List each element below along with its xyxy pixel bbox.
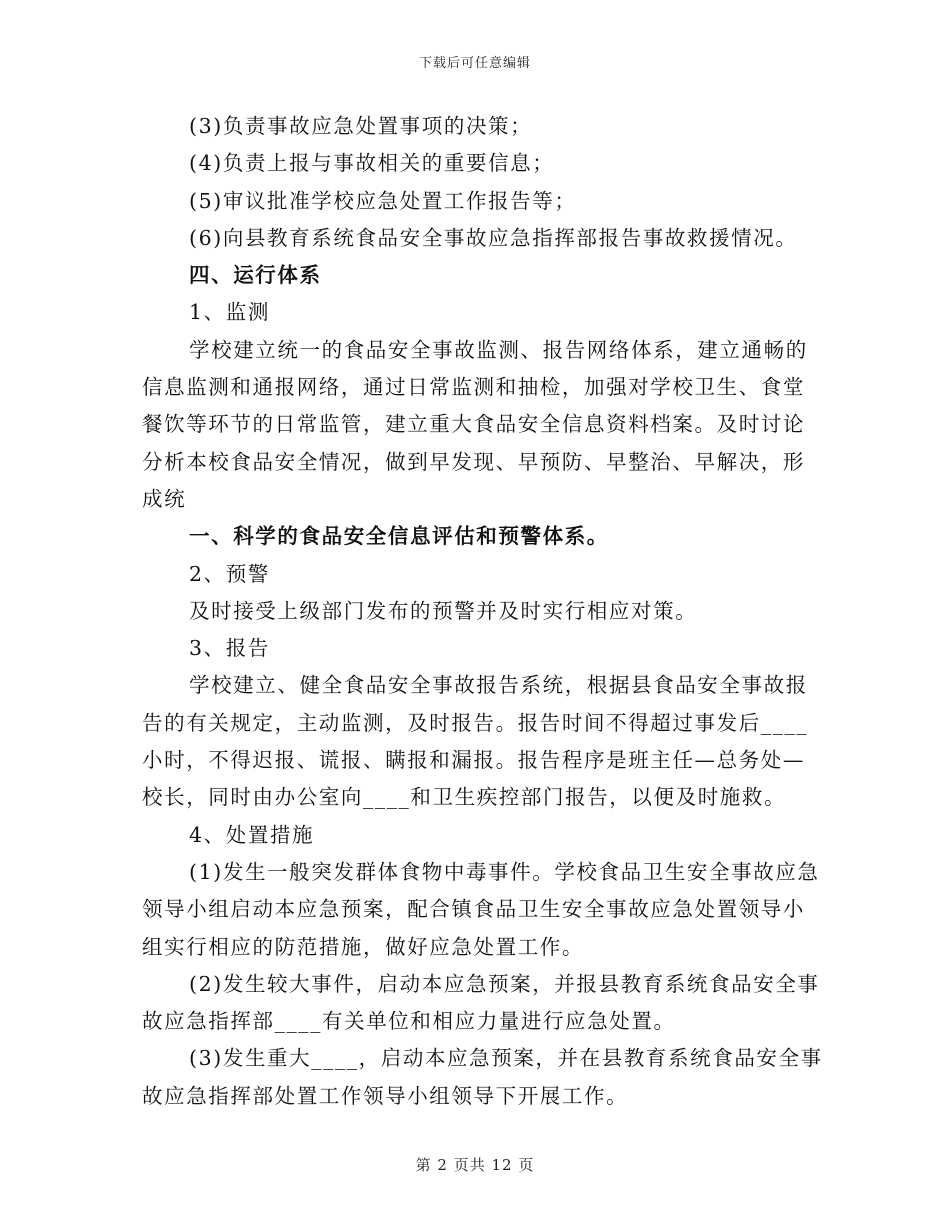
- paragraph-line: 餐饮等环节的日常监管，建立重大食品安全信息资料档案。及时讨论: [142, 412, 805, 437]
- paragraph-line: 成统: [142, 486, 187, 511]
- paragraph-line: (1)发生一般突发群体食物中毒事件。学校食品卫生安全事故应急: [189, 859, 820, 884]
- paragraph-line: 告的有关规定，主动监测，及时报告。报告时间不得超过事发后____: [142, 710, 809, 735]
- section-heading: 一、科学的食品安全信息评估和预警体系。: [189, 524, 609, 549]
- paragraph-line: (3)负责事故应急处置事项的决策；: [189, 114, 533, 138]
- paragraph-line: 故应急指挥部____有关单位和相应力量进行应急处置。: [142, 1009, 676, 1034]
- paragraph-line: 分析本校食品安全情况，做到早发现、早预防、早整治、早解决，形: [142, 449, 805, 474]
- paragraph-line: 学校建立统一的食品安全事故监测、报告网络体系，建立通畅的: [189, 337, 808, 362]
- paragraph-line: 组实行相应的防范措施，做好应急处置工作。: [142, 934, 584, 959]
- paragraph-line: (4)负责上报与事故相关的重要信息；: [189, 151, 555, 176]
- paragraph-line: (6)向县教育系统食品安全事故应急指挥部报告事故救援情况。: [189, 225, 798, 250]
- paragraph-line: 校长，同时由办公室向____和卫生疾控部门报告，以便及时施救。: [142, 785, 787, 810]
- paragraph-line: 信息监测和通报网络，通过日常监测和抽检，加强对学校卫生、食堂: [142, 375, 805, 400]
- section-heading: 四、运行体系: [189, 263, 322, 288]
- subsection-heading: 2、预警: [189, 561, 270, 586]
- page-number: 第 2 页共 12 页: [415, 1156, 535, 1174]
- paragraph-line: 故应急指挥部处置工作领导小组领导下开展工作。: [142, 1083, 629, 1108]
- subsection-heading: 3、报告: [189, 636, 270, 661]
- paragraph-line: 小时，不得迟报、谎报、瞒报和漏报。报告程序是班主任—总务处—: [142, 748, 805, 773]
- subsection-heading: 4、处置措施: [189, 822, 315, 847]
- paragraph-line: 领导小组启动本应急预案，配合镇食品卫生安全事故应急处置领导小: [142, 897, 805, 922]
- subsection-heading: 1、监测: [189, 300, 270, 325]
- paragraph-line: 及时接受上级部门发布的预警并及时实行相应对策。: [189, 598, 698, 623]
- paragraph-line: (5)审议批准学校应急处置工作报告等；: [189, 188, 577, 213]
- paragraph-line: (2)发生较大事件，启动本应急预案，并报县教育系统食品安全事: [189, 971, 820, 996]
- page-header-note: 下载后可任意编辑: [418, 56, 531, 71]
- document-body: [142, 108, 823, 1115]
- paragraph-line: 学校建立、健全食品安全事故报告系统，根据县食品安全事故报: [189, 673, 808, 698]
- paragraph-line: (3)发生重大____，启动本应急预案，并在县教育系统食品安全事: [189, 1046, 823, 1071]
